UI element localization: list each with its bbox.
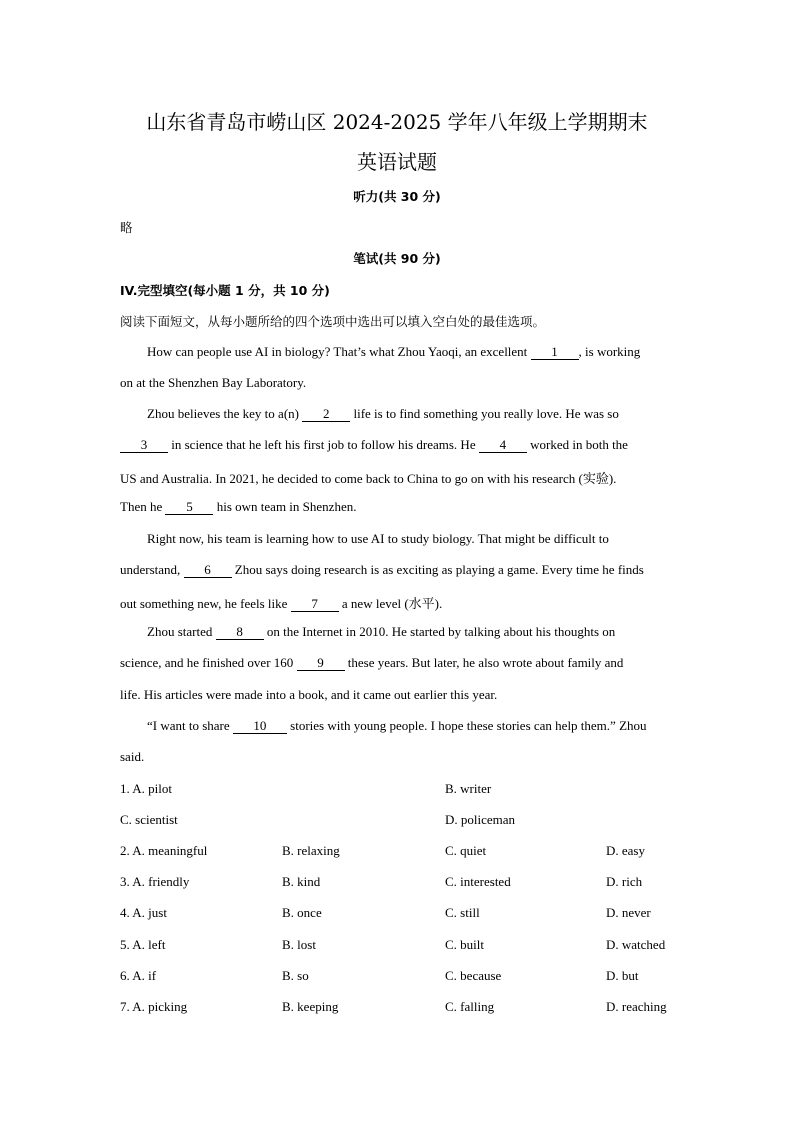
blank-4: 4 bbox=[479, 438, 527, 453]
option-5b: B. lost bbox=[282, 937, 316, 952]
option-2b: B. relaxing bbox=[282, 843, 340, 858]
option-7d: D. reaching bbox=[606, 999, 667, 1014]
option-5d: D. watched bbox=[606, 937, 666, 952]
option-2c: C. quiet bbox=[445, 843, 487, 858]
section-instruction: 阅读下面短文，从每小题所给的四个选项中选出可以填入空白处的最佳选项。 bbox=[120, 314, 546, 329]
option-4a: 4. A. just bbox=[120, 905, 167, 920]
passage-line bbox=[120, 499, 356, 515]
section-heading: IV.完型填空(每小题 1 分，共 10 分) bbox=[120, 283, 330, 298]
option-7c: C. falling bbox=[445, 999, 495, 1014]
passage-line: Right now, his team is learning how to use AI to study biology. That might be difficult to bbox=[147, 531, 609, 546]
blank-7: 7 bbox=[291, 597, 339, 612]
option-3a: 3. A. friendly bbox=[120, 874, 190, 889]
blank-2: 2 bbox=[302, 407, 350, 422]
exam-title-line1: 山东省青岛市崂山区 2024-2025 学年八年级上学期期末 bbox=[146, 110, 648, 134]
passage-line bbox=[120, 655, 623, 671]
option-2a: 2. A. meaningful bbox=[120, 843, 208, 858]
option-5c: C. built bbox=[445, 937, 485, 952]
passage-text: his own team in Shenzhen. bbox=[213, 499, 357, 514]
passage-text: , is working bbox=[578, 344, 641, 359]
passage-text: Zhou started bbox=[147, 624, 216, 639]
option-3b: B. kind bbox=[282, 874, 321, 889]
omitted-note: 略 bbox=[120, 220, 133, 235]
option-1a: 1. A. pilot bbox=[120, 781, 173, 796]
passage-text: a new level (水平). bbox=[338, 596, 443, 611]
passage-text: Zhou believes the key to a(n) bbox=[147, 406, 303, 421]
blank-6: 6 bbox=[184, 563, 232, 578]
blank-8: 8 bbox=[216, 625, 264, 640]
passage-line bbox=[120, 437, 628, 453]
passage-line bbox=[147, 718, 647, 734]
passage-text: Then he bbox=[120, 499, 166, 514]
passage-line: said. bbox=[120, 749, 145, 764]
option-6a: 6. A. if bbox=[120, 968, 157, 983]
blank-1: 1 bbox=[531, 345, 579, 360]
option-4b: B. once bbox=[282, 905, 322, 920]
option-6d: D. but bbox=[606, 968, 639, 983]
passage-line: life. His articles were made into a book, and it came out earlier this year. bbox=[120, 687, 498, 702]
passage-text: life is to find something you really love. He was so bbox=[350, 406, 619, 421]
blank-9: 9 bbox=[297, 656, 345, 671]
passage-line bbox=[147, 406, 619, 422]
passage-text: How can people use AI in biology? That’s what Zhou Yaoqi, an excellent bbox=[147, 344, 531, 359]
passage-line bbox=[147, 344, 640, 360]
option-6b: B. so bbox=[282, 968, 309, 983]
passage-text: “I want to share bbox=[147, 718, 233, 733]
blank-5: 5 bbox=[165, 500, 213, 515]
option-4c: C. still bbox=[445, 905, 480, 920]
passage-text: these years. But later, he also wrote about family and bbox=[344, 655, 624, 670]
option-7a: 7. A. picking bbox=[120, 999, 188, 1014]
listening-heading: 听力(共 30 分) bbox=[353, 189, 441, 204]
passage-line: US and Australia. In 2021, he decided to come back to China to go on with his research (实验). bbox=[120, 471, 617, 486]
option-6c: C. because bbox=[445, 968, 502, 983]
passage-text: science, and he finished over 160 bbox=[120, 655, 297, 670]
written-heading: 笔试(共 90 分) bbox=[353, 251, 441, 266]
passage-text: understand, bbox=[120, 562, 184, 577]
option-1b: B. writer bbox=[445, 781, 492, 796]
blank-10: 10 bbox=[233, 719, 287, 734]
passage-line bbox=[147, 624, 615, 640]
option-2d: D. easy bbox=[606, 843, 645, 858]
passage-text: stories with young people. I hope these stories can help them.” Zhou bbox=[286, 718, 647, 733]
passage-text: out something new, he feels like bbox=[120, 596, 291, 611]
passage-line bbox=[120, 562, 644, 578]
option-3d: D. rich bbox=[606, 874, 643, 889]
passage-line: on at the Shenzhen Bay Laboratory. bbox=[120, 375, 307, 390]
option-4d: D. never bbox=[606, 905, 651, 920]
option-5a: 5. A. left bbox=[120, 937, 166, 952]
blank-3: 3 bbox=[120, 438, 168, 453]
passage-text: on the Internet in 2010. He started by talking about his thoughts on bbox=[263, 624, 616, 639]
option-1c: C. scientist bbox=[120, 812, 178, 827]
option-3c: C. interested bbox=[445, 874, 511, 889]
passage-text: Zhou says doing research is as exciting as playing a game. Every time he finds bbox=[231, 562, 644, 577]
passage-line bbox=[120, 593, 442, 612]
exam-title-line2: 英语试题 bbox=[357, 150, 437, 174]
passage-text: worked in both the bbox=[526, 437, 628, 452]
option-7b: B. keeping bbox=[282, 999, 339, 1014]
option-1d: D. policeman bbox=[445, 812, 516, 827]
passage-text: in science that he left his first job to follow his dreams. He bbox=[168, 437, 479, 452]
